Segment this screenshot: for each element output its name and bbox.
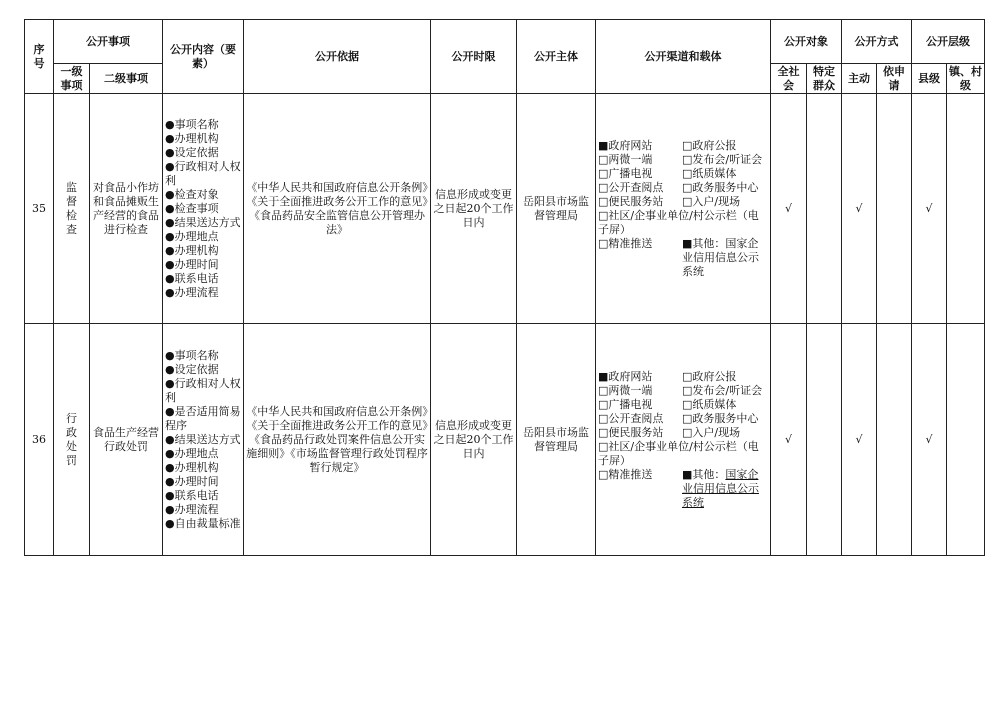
- row-seq: 35: [25, 94, 54, 324]
- row-content: [163, 324, 244, 556]
- row-level1: 监督检查: [54, 94, 90, 324]
- content-item: ● 结果送达方式: [165, 433, 241, 447]
- content-item: ● 行政相对人权利: [165, 377, 241, 405]
- row-method-active: √: [842, 94, 877, 324]
- table-row: [25, 94, 985, 324]
- content-item: ● 设定依据: [165, 363, 241, 377]
- content-item: ● 办理机构: [165, 461, 241, 475]
- row-basis: 《中华人民共和国政府信息公开条例》《关于全面推进政务公开工作的意见》《食品药品行政处罚案件信息公开实施细则》《市场监督管理行政处罚程序暂行规定》: [244, 324, 431, 556]
- header-level-group: 公开层级: [912, 20, 985, 64]
- row-target-specific: [807, 94, 842, 324]
- header-method-request: 依申请: [877, 64, 912, 94]
- row-seq: 36: [25, 324, 54, 556]
- content-item: ● 事项名称: [165, 349, 241, 363]
- header-target-group: 公开对象: [771, 20, 842, 64]
- content-item: ● 事项名称: [165, 118, 241, 132]
- header-row-1: [25, 20, 985, 64]
- header-method-active: 主动: [842, 64, 877, 94]
- row-level-county: √: [912, 94, 947, 324]
- header-level1: 一级事项: [54, 64, 90, 94]
- content-item: ● 行政相对人权利: [165, 160, 241, 188]
- content-list: [165, 118, 241, 300]
- content-item: ● 设定依据: [165, 146, 241, 160]
- row-level2: 食品生产经营行政处罚: [90, 324, 163, 556]
- row-level2: 对食品小作坊和食品摊贩生产经营的食品进行检查: [90, 94, 163, 324]
- content-list: [165, 349, 241, 531]
- header-target-specific: 特定群众: [807, 64, 842, 94]
- row-method-active: √: [842, 324, 877, 556]
- row-level-county: √: [912, 324, 947, 556]
- content-item: ● 联系电话: [165, 489, 241, 503]
- row-subject: 岳阳县市场监督管理局: [517, 324, 596, 556]
- content-item: ● 办理机构: [165, 244, 241, 258]
- header-method-group: 公开方式: [842, 20, 912, 64]
- content-item: ● 办理流程: [165, 503, 241, 517]
- header-level2: 二级事项: [90, 64, 163, 94]
- row-level1: 行政处罚: [54, 324, 90, 556]
- content-item: ● 联系电话: [165, 272, 241, 286]
- header-target-all: 全社会: [771, 64, 807, 94]
- content-item: ● 办理时间: [165, 475, 241, 489]
- row-basis: 《中华人民共和国政府信息公开条例》《关于全面推进政务公开工作的意见》《食品药品安全监管信息公开管理办法》: [244, 94, 431, 324]
- content-item: ● 办理地点: [165, 230, 241, 244]
- header-channels: 公开渠道和载体: [596, 20, 771, 94]
- disclosure-table: [24, 19, 985, 556]
- header-item-group: 公开事项: [54, 20, 163, 64]
- row-time-limit: 信息形成或变更之日起20个工作日内: [431, 94, 517, 324]
- row-method-request: [877, 94, 912, 324]
- row-target-all: √: [771, 324, 807, 556]
- header-seq: 序号: [25, 20, 54, 94]
- row-target-specific: [807, 324, 842, 556]
- header-level-town: 镇、村级: [947, 64, 985, 94]
- content-item: ● 检查对象: [165, 188, 241, 202]
- table-row: [25, 324, 985, 556]
- header-basis: 公开依据: [244, 20, 431, 94]
- row-level-town: [947, 324, 985, 556]
- header-time-limit: 公开时限: [431, 20, 517, 94]
- content-item: ● 结果送达方式: [165, 216, 241, 230]
- header-level-county: 县级: [912, 64, 947, 94]
- row-time-limit: 信息形成或变更之日起20个工作日内: [431, 324, 517, 556]
- content-item: ● 办理机构: [165, 132, 241, 146]
- content-item: ● 办理地点: [165, 447, 241, 461]
- content-item: ● 办理流程: [165, 286, 241, 300]
- row-method-request: [877, 324, 912, 556]
- header-content: 公开内容（要素）: [163, 20, 244, 94]
- row-content: [163, 94, 244, 324]
- content-item: ● 办理时间: [165, 258, 241, 272]
- row-channels: ■政府网站 □政府公报 □两微一端 □发布会/听证会 □广播电视 □纸质媒体 □公开查阅点 □政务服务中心 □便民服务站 □入户/现场 □社区/企事业单位/村公示栏（电子屏） □精准推送 ■其他：国家企业信用信息公示系统: [596, 94, 771, 324]
- row-level-town: [947, 94, 985, 324]
- credit-system-link[interactable]: 国家企业信用信息公示系统: [682, 467, 759, 509]
- content-item: ● 自由裁量标准: [165, 517, 241, 531]
- row-subject: 岳阳县市场监督管理局: [517, 94, 596, 324]
- content-item: ● 检查事项: [165, 202, 241, 216]
- header-subject: 公开主体: [517, 20, 596, 94]
- row-target-all: √: [771, 94, 807, 324]
- row-channels: ■政府网站 □政府公报 □两微一端 □发布会/听证会 □广播电视 □纸质媒体 □公开查阅点 □政务服务中心 □便民服务站 □入户/现场 □社区/企事业单位/村公示栏（电子屏） □精准推送 ■其他：国家企业信用信息公示系统: [596, 324, 771, 556]
- content-item: ● 是否适用简易程序: [165, 405, 241, 433]
